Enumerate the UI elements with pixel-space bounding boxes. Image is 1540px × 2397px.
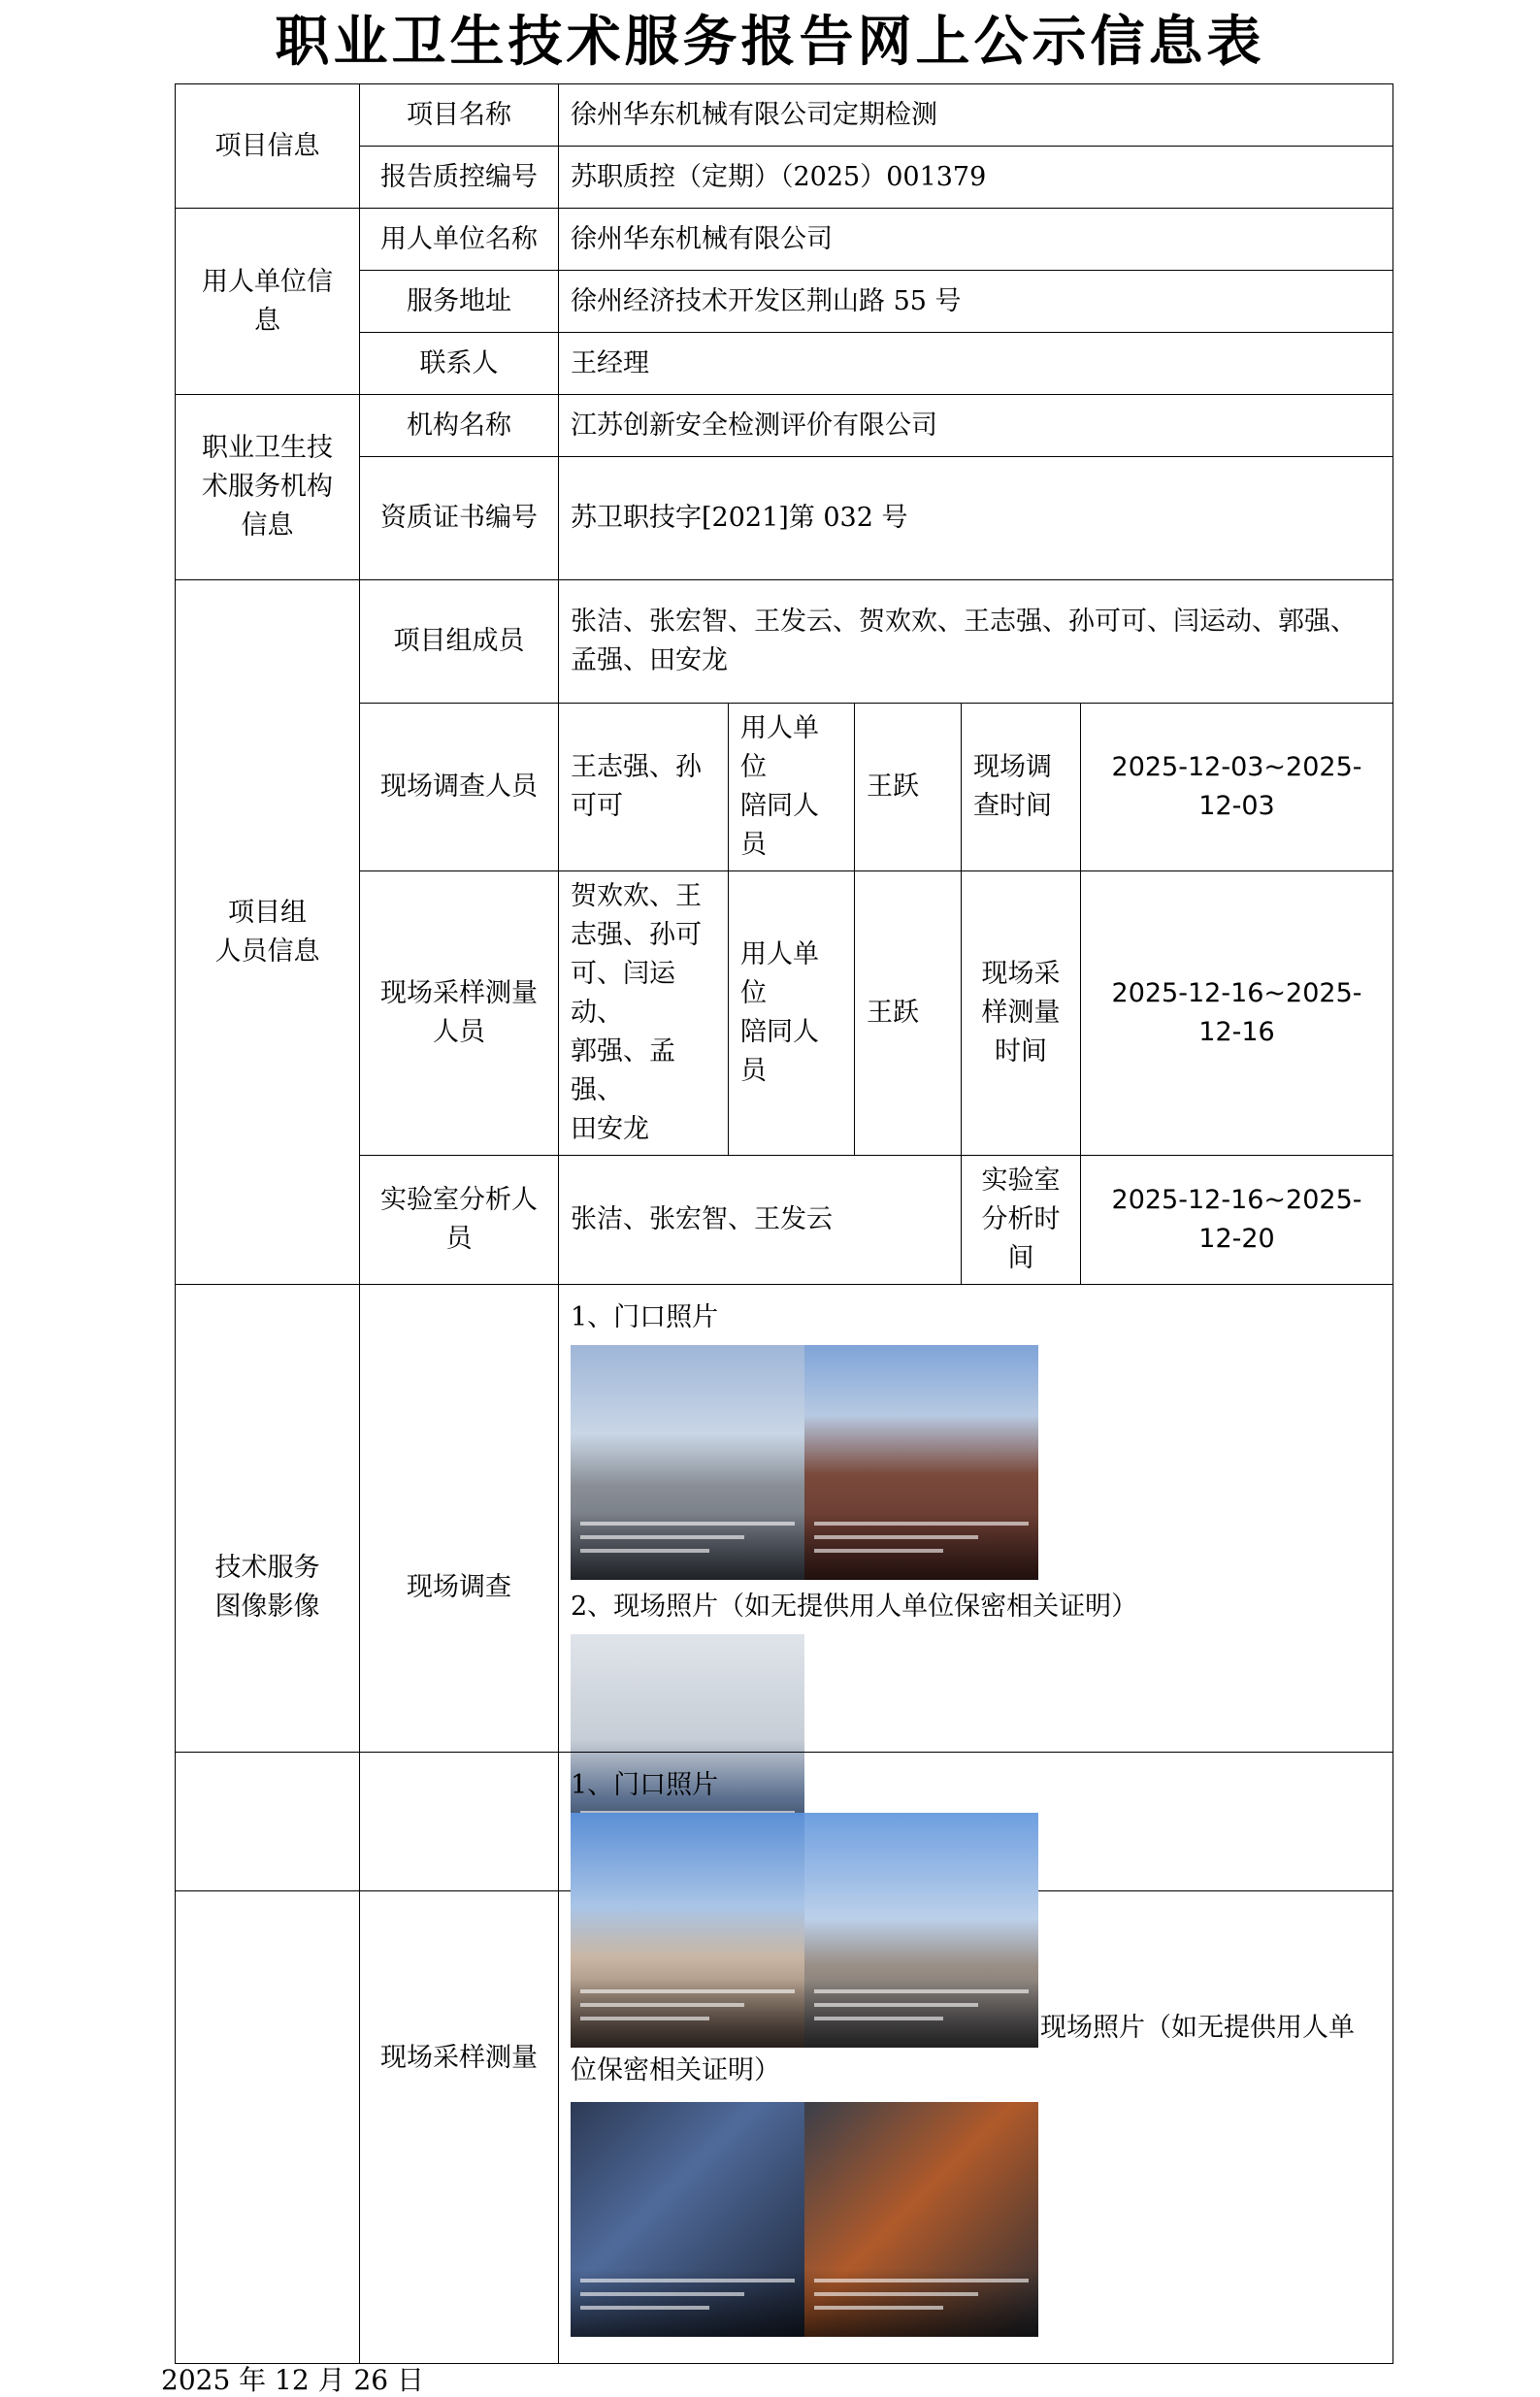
- lab-time-label: 实验室 分析时 间: [962, 1156, 1081, 1285]
- survey-escort-label: 用人单位 陪同人员: [729, 704, 855, 871]
- lab-time-value: 2025-12-16~2025-12-20: [1081, 1156, 1393, 1285]
- agency-name-label: 机构名称: [360, 395, 559, 457]
- sampling-gate-photo-1: [571, 1813, 804, 2048]
- survey-time-value: 2025-12-03~2025-12-03: [1081, 704, 1393, 871]
- agency-info-section: 职业卫生技 术服务机构 信息: [176, 395, 360, 580]
- survey-escort-value: 王跃: [855, 704, 962, 871]
- contact-value: 王经理: [559, 333, 1393, 395]
- sampling-images-cell: [559, 1753, 1393, 2364]
- gate-photo-1: [571, 1345, 804, 1580]
- images-section: 技术服务 图像影像: [176, 1285, 360, 1891]
- service-address-label: 服务地址: [360, 271, 559, 333]
- sampling-images-label: 现场采样测量: [360, 1753, 559, 2364]
- project-name-label: 项目名称: [360, 84, 559, 147]
- sampling-site-photos: [571, 2102, 1381, 2337]
- lab-staff-value: 张洁、张宏智、王发云: [559, 1156, 962, 1285]
- agency-name-value: 江苏创新安全检测评价有限公司: [559, 395, 1393, 457]
- report-number-value: 苏职质控（定期）（2025）001379: [559, 147, 1393, 209]
- sampling-staff-label: 现场采样测量 人员: [360, 871, 559, 1156]
- sampling-time-value: 2025-12-16~2025-12-16: [1081, 871, 1393, 1156]
- survey-site-heading: 2、现场照片（如无提供用人单位保密相关证明）: [571, 1592, 1138, 1622]
- sampling-time-label: 现场采 样测量 时间: [962, 871, 1081, 1156]
- employer-info-section: 用人单位信 息: [176, 209, 360, 395]
- certificate-value: 苏卫职技字[2021]第 032 号: [559, 457, 1393, 580]
- certificate-label: 资质证书编号: [360, 457, 559, 580]
- contact-label: 联系人: [360, 333, 559, 395]
- team-members-label: 项目组成员: [360, 580, 559, 704]
- employer-name-value: 徐州华东机械有限公司: [559, 209, 1393, 271]
- gate-photo-2: [804, 1345, 1038, 1580]
- sampling-images-table: [175, 1752, 1393, 2364]
- survey-staff-value: 王志强、孙 可可: [559, 704, 729, 871]
- sampling-escort-label: 用人单位 陪同人员: [729, 871, 855, 1156]
- survey-gate-heading: 1、门口照片: [571, 1302, 719, 1332]
- sampling-gate-heading: 1、门口照片: [571, 1770, 719, 1800]
- sampling-site-heading-part1: 现场照片（如无提供用人单: [1040, 2013, 1355, 2043]
- sampling-site-heading-part2: 位保密相关证明）: [571, 2055, 780, 2085]
- page-title: 职业卫生技术服务报告网上公示信息表: [275, 10, 1265, 74]
- sampling-escort-value: 王跃: [855, 871, 962, 1156]
- sampling-staff-value: 贺欢欢、王 志强、孙可 可、闫运动、 郭强、孟强、 田安龙: [559, 871, 729, 1156]
- project-info-section: 项目信息: [176, 84, 360, 209]
- footer-date: 2025 年 12 月 26 日: [161, 2364, 425, 2396]
- sampling-site-photo-2: [804, 2102, 1038, 2337]
- project-name-value: 徐州华东机械有限公司定期检测: [559, 84, 1393, 147]
- lab-staff-label: 实验室分析人 员: [360, 1156, 559, 1285]
- survey-staff-label: 现场调查人员: [360, 704, 559, 871]
- team-info-section: 项目组 人员信息: [176, 580, 360, 1285]
- info-table: [175, 83, 1393, 1891]
- service-address-value: 徐州经济技术开发区荆山路 55 号: [559, 271, 1393, 333]
- sampling-gate-photo-2: [804, 1813, 1038, 2048]
- survey-images-label: 现场调查: [360, 1285, 559, 1891]
- sampling-site-photo-1: [571, 2102, 804, 2337]
- employer-name-label: 用人单位名称: [360, 209, 559, 271]
- survey-time-label: 现场调 查时间: [962, 704, 1081, 871]
- sampling-images-section: [176, 1753, 360, 2364]
- survey-gate-photos: [571, 1345, 1381, 1580]
- report-number-label: 报告质控编号: [360, 147, 559, 209]
- team-members-value: 张洁、张宏智、王发云、贺欢欢、王志强、孙可可、闫运动、郭强、 孟强、田安龙: [559, 580, 1393, 704]
